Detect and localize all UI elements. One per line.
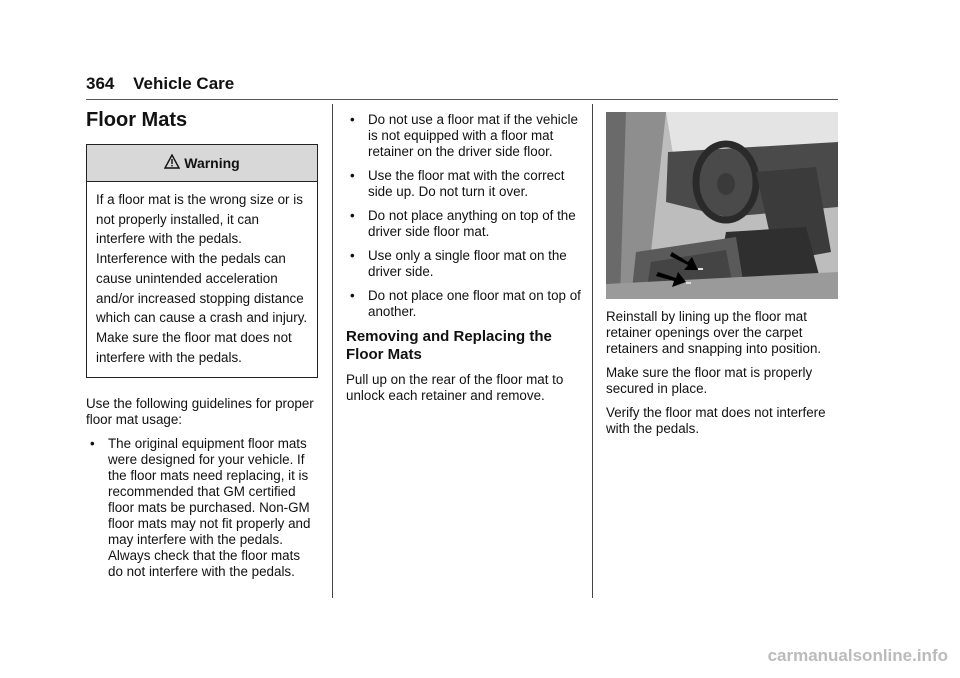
list-item [346,288,582,320]
bullet-glyph: • [350,112,355,127]
warning-box [86,144,318,378]
list-item-text: Do not use a floor mat if the vehicle is not equipped with a floor mat retainer on the driver side floor. [368,112,578,159]
intro-paragraph: Use the following guidelines for proper floor mat usage: [86,396,314,428]
list-item [346,208,582,240]
floor-mat-retainer-photo [606,112,838,299]
warning-header [87,145,317,182]
header-rule [86,99,838,100]
list-item-text: Use the floor mat with the correct side up. Do not turn it over. [368,168,565,199]
column-divider-2 [592,104,593,598]
bullet-glyph: • [350,248,355,263]
section-heading: Removing and Replacing the Floor Mats [346,328,552,363]
bullet-glyph: • [350,168,355,183]
warning-label: Warning [184,155,240,171]
column-3 [606,104,846,445]
verify-paragraph: Verify the floor mat does not interfere with the pedals. [606,405,826,436]
list-item-text: The original equipment floor mats were designed for your vehicle. If the floor mats need replacing, it is recommended that GM certified floor mats be purchased. Non-GM floor mats may not fit properly and may interfere with the pedals. Always check that the floor mats do not interfere with the pedals. [108,436,311,580]
warning-triangle-icon [164,154,180,172]
list-item-text: Use only a single floor mat on the driver side. [368,248,567,279]
bullet-list-2 [346,112,582,320]
warning-text: If a floor mat is the wrong size or is not properly installed, it can interfere with the pedals. Interference with the pedals can cause unintended acceleration and/or increased stopping distance which can cause a crash and injury. Make sure the floor mat does not interfere with the pedals. [96,192,308,365]
list-item [346,112,582,160]
list-item-text: Do not place one floor mat on top of another. [368,288,581,319]
section-title: Vehicle Care [133,74,235,93]
reinstall-paragraph: Reinstall by lining up the floor mat retainer openings over the carpet retainers and snapping into position. [606,309,822,356]
column-1 [86,104,318,588]
bullet-glyph: • [90,436,95,452]
removal-paragraph: Pull up on the rear of the floor mat to unlock each retainer and remove. [346,372,564,403]
list-item [346,248,582,280]
list-item [346,168,582,200]
column-2 [346,104,582,412]
page-title: Floor Mats [86,109,188,131]
bullet-glyph: • [350,288,355,303]
column-divider-1 [332,104,333,598]
list-item [86,436,318,580]
list-item-text: Do not place anything on top of the driver side floor mat. [368,208,576,239]
bullet-glyph: • [350,208,355,223]
bullet-list-1 [86,436,318,580]
page-number: 364 [86,74,115,93]
page-header [86,74,234,94]
watermark: carmanualsonline.info [767,646,948,665]
secure-paragraph: Make sure the floor mat is properly secured in place. [606,365,813,396]
